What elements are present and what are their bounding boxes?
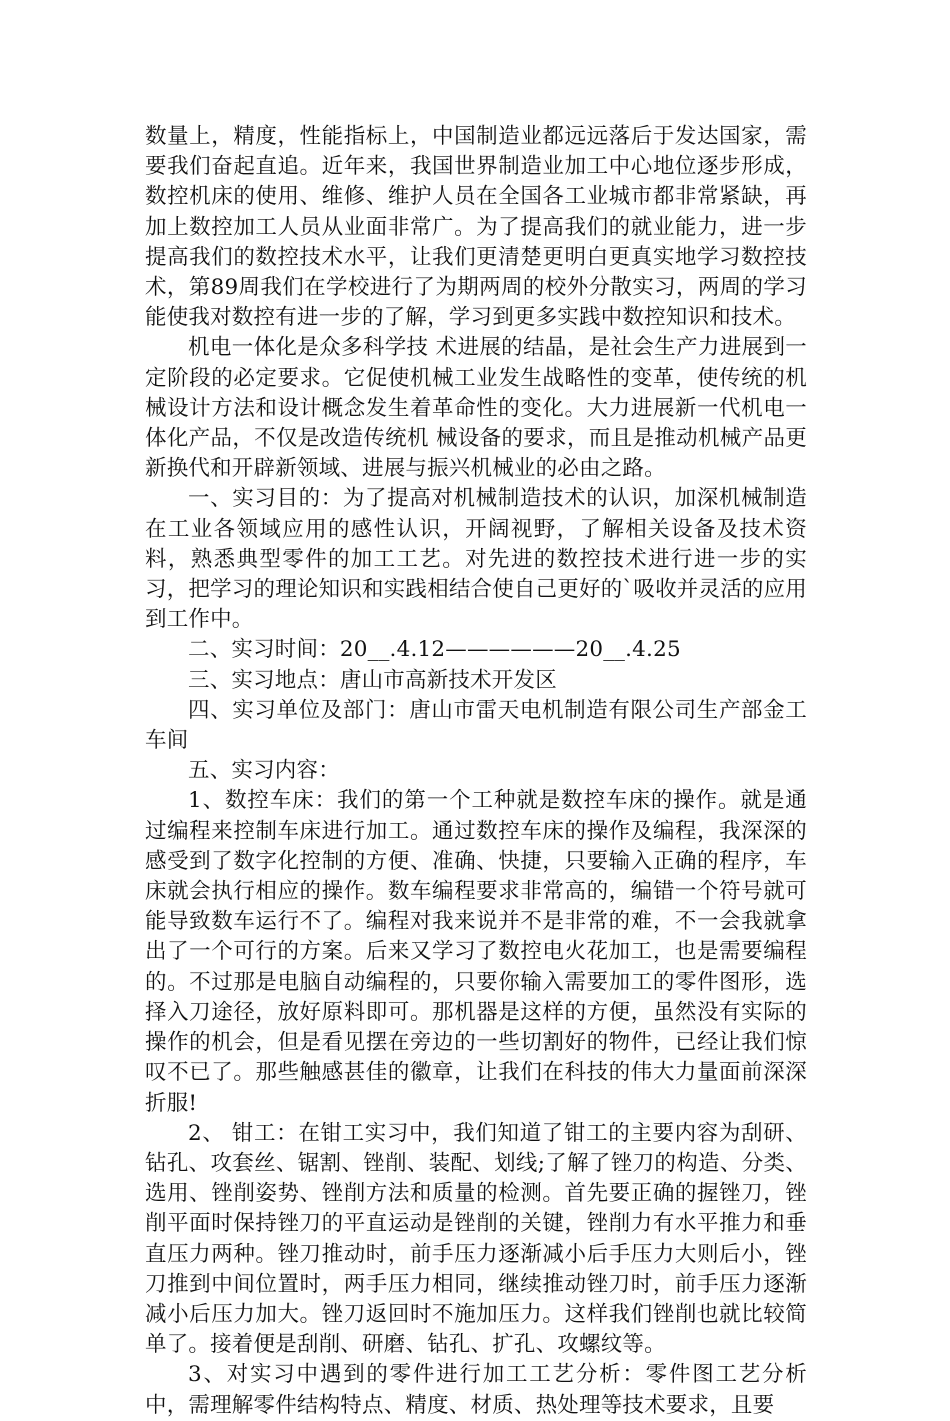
paragraph-internship-location: 三、实习地点：唐山市高新技术开发区 xyxy=(188,667,557,693)
paragraph-internship-unit: 四、实习单位及部门：唐山市雷天电机制造有限公司生产部金工车间 xyxy=(145,697,807,754)
paragraph-internship-content-heading: 五、实习内容： xyxy=(188,758,340,784)
paragraph-internship-time: 二、实习时间：20__.4.12——————20__.4.25 xyxy=(188,637,681,663)
paragraph-cnc-lathe: 1、数控车床：我们的第一个工种就是数控车床的操作。就是通过编程来控制车床进行加工。通过数控车床的操作及编程，我深深的感受到了数字化控制的方便、准确、快捷，只要输入正确的程序，车床就会执行相应的操作。数车编程要求非常高的，编错一个符号就可能导致数车运行不了。编程对我来说并不是非常的难，不一会我就拿出了一个可行的方案。后来又学习了数控电火花加工，也是需要编程的。不过那是电脑自动编程的，只要你输入需要加工的零件图形，选择入刀途径，放好原料即可。那机器是这样的方便，虽然没有实际的操作的机会，但是看见摆在旁边的一些切割好的物件，已经让我们惊叹不已了。那些触感甚佳的徽章，让我们在科技的伟大力量面前深深折服! xyxy=(145,788,807,1116)
paragraph-intro-continued: 数量上，精度，性能指标上，中国制造业都远远落后于发达国家，需要我们奋起直追。近年来，我国世界制造业加工中心地位逐步形成，数控机床的使用、维修、维护人员在全国各工业城市都非常紧缺，再加上数控加工人员从业面非常广。为了提高我们的就业能力，进一步提高我们的数控技术水平，让我们更清楚更明白更真实地学习数控技术，第89周我们在学校进行了为期两周的校外分散实习，两周的学习能使我对数控有进一步的了解，学习到更多实践中数控知识和技术。 xyxy=(145,124,807,331)
document-body xyxy=(145,122,807,1421)
paragraph-mechatronics: 机电一体化是众多科学技 术进展的结晶，是社会生产力进展到一定阶段的必定要求。它促使机械工业发生战略性的变革，使传统的机械设计方法和设计概念发生着革命性的变化。大力进展新一代机电一体化产品，不仅是改造传统机 械设备的要求，而且是推动机械产品更新换代和开辟新领域、进展与振兴机械业的必由之路。 xyxy=(145,335,807,482)
paragraph-process-analysis: 3、对实习中遇到的零件进行加工工艺分析：零件图工艺分析中，需理解零件结构特点、精度、材质、热处理等技术要求，且要 xyxy=(145,1362,807,1418)
paragraph-fitter: 2、 钳工：在钳工实习中，我们知道了钳工的主要内容为刮研、钻孔、攻套丝、锯割、锉削、装配、划线;了解了锉刀的构造、分类、选用、锉削姿势、锉削方法和质量的检测。首先要正确的握锉刀，锉削平面时保持锉刀的平直运动是锉削的关键，锉削力有水平推力和垂直压力两种。锉刀推动时，前手压力逐渐减小后手压力大则后小，锉刀推到中间位置时，两手压力相同，继续推动锉刀时，前手压力逐渐减小后压力加大。锉刀返回时不施加压力。这样我们锉削也就比较简单了。接着便是刮削、研磨、钻孔、扩孔、攻螺纹等。 xyxy=(145,1120,807,1358)
paragraph-internship-purpose: 一、实习目的：为了提高对机械制造技术的认识，加深机械制造在工业各领域应用的感性认识，开阔视野，了解相关设备及技术资料，熟悉典型零件的加工工艺。对先进的数控技术进行进一步的实习，把学习的理论知识和实践相结合使自己更好的`吸收并灵活的应用到工作中。 xyxy=(145,486,807,633)
